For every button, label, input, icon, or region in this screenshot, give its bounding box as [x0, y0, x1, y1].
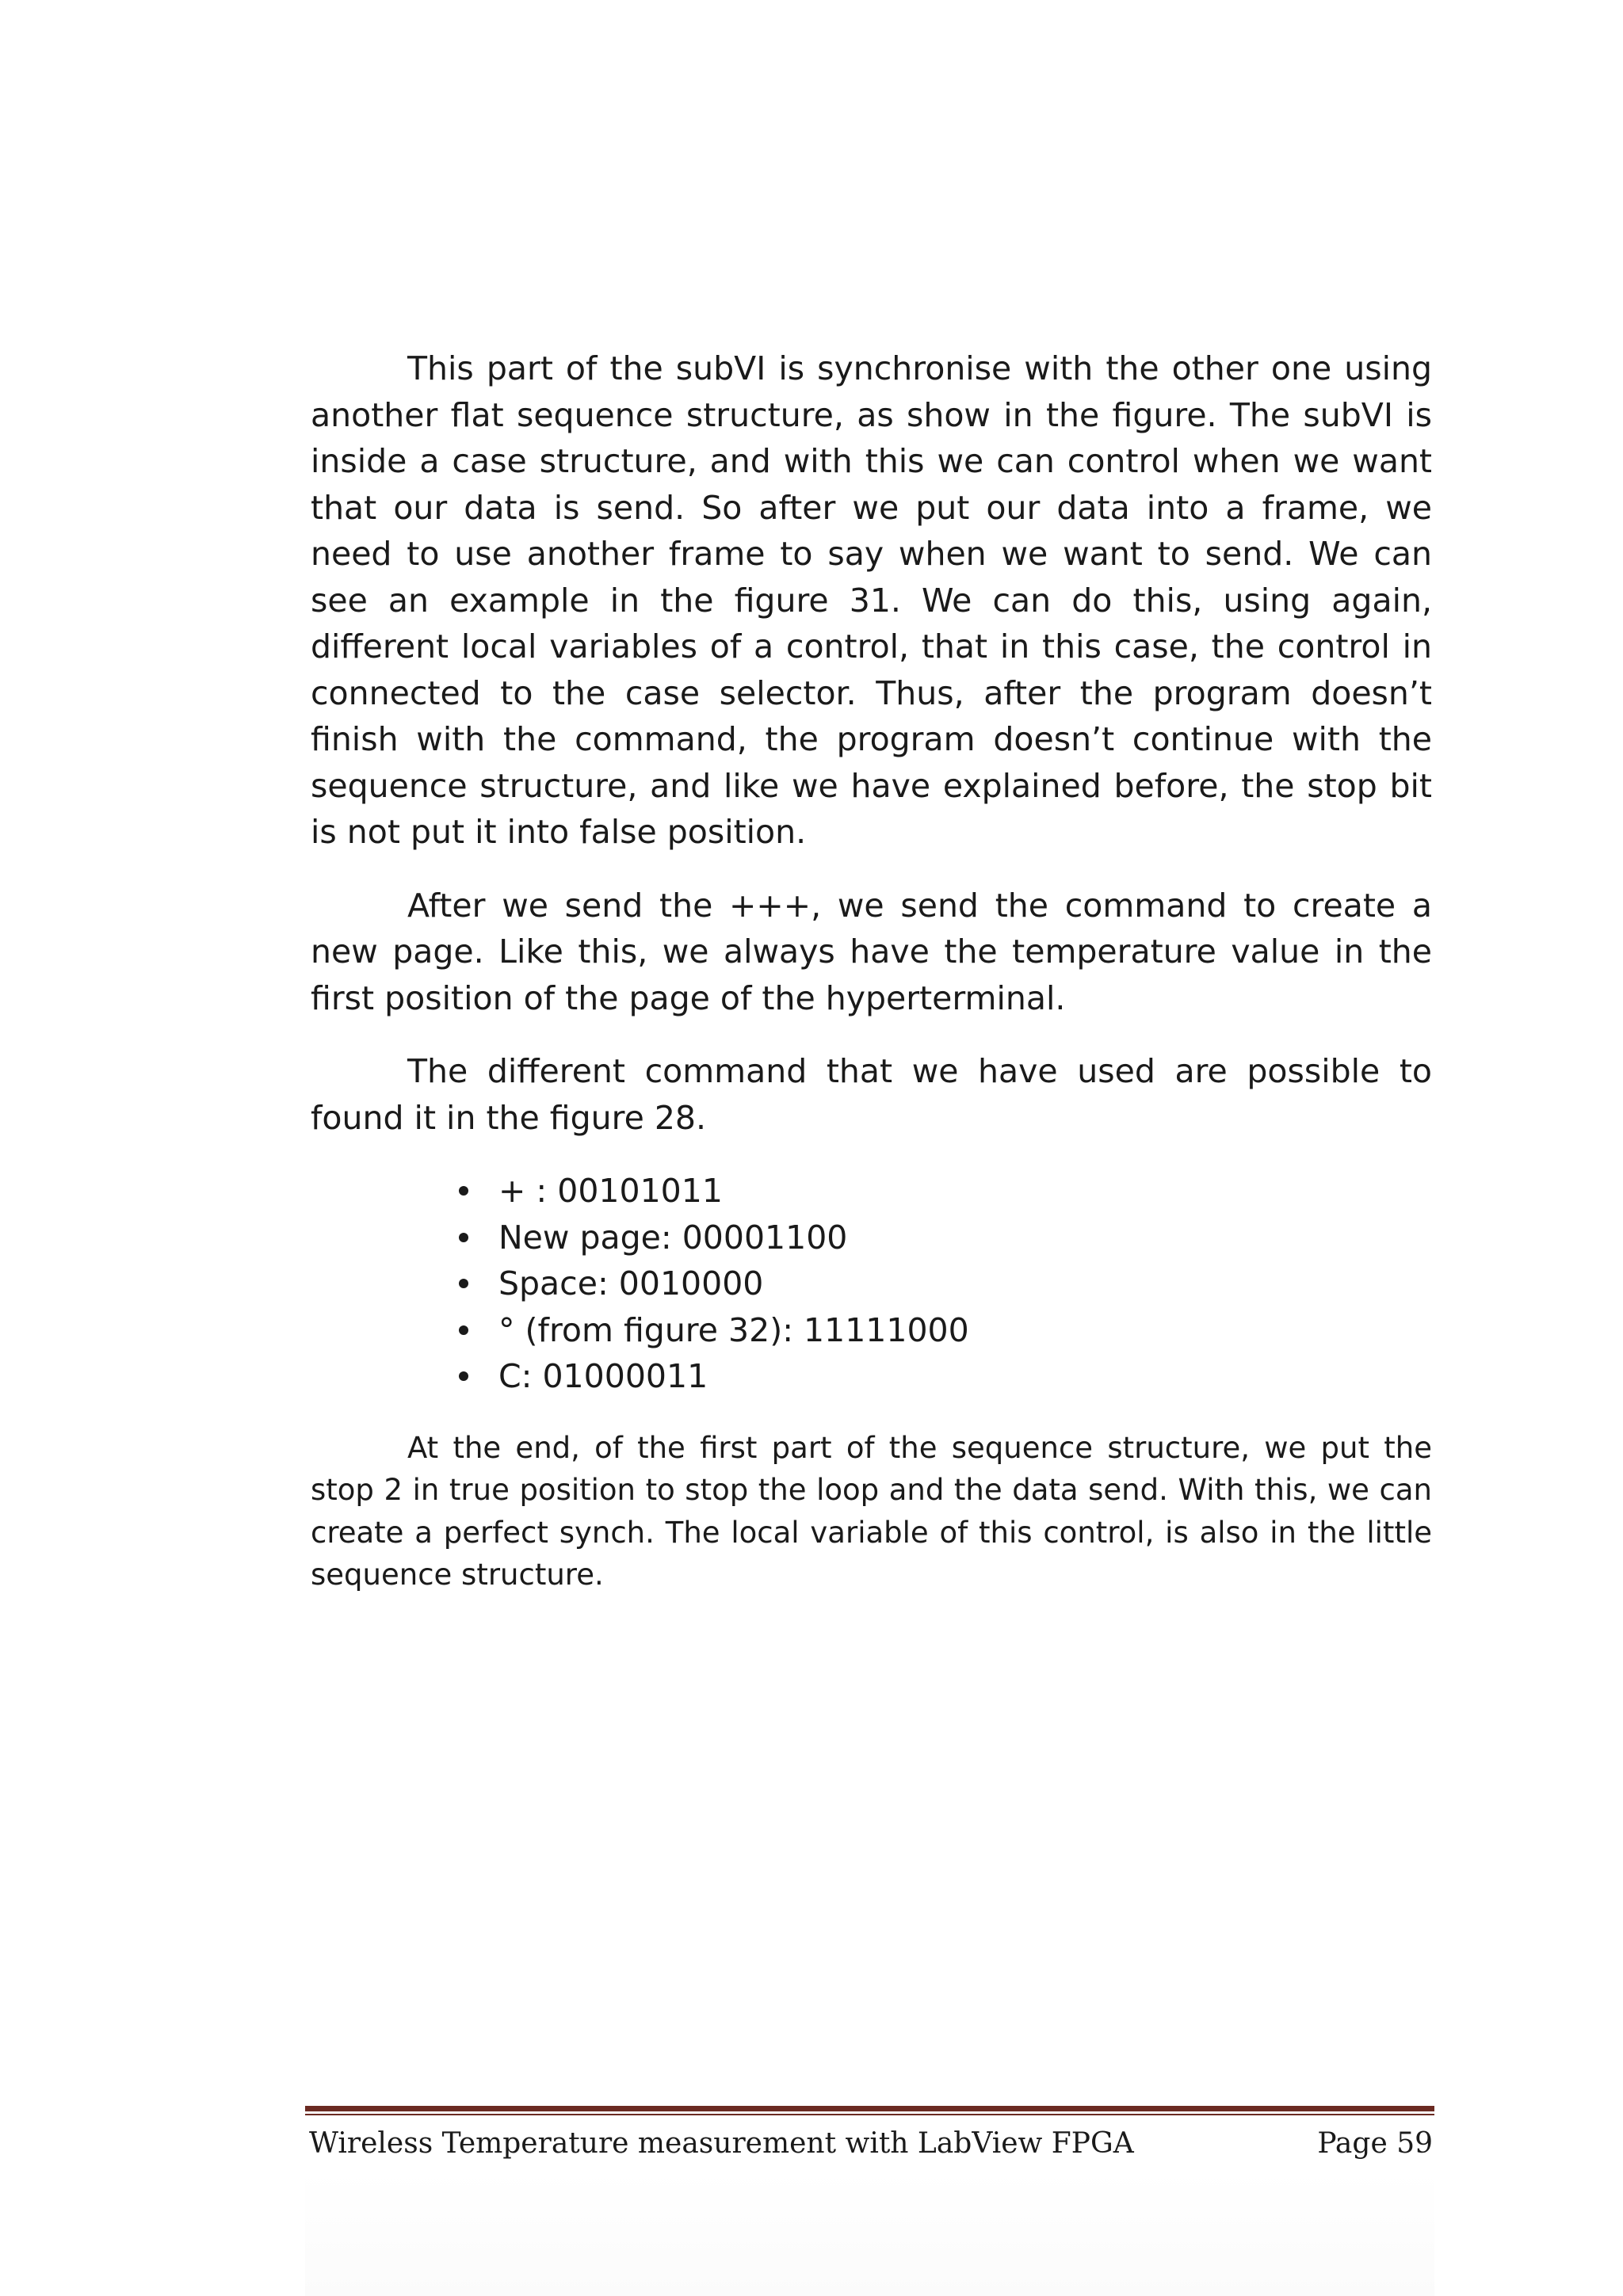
paragraph-closing: At the end, of the first part of the sequence structure, we put the stop 2 in true position to stop the loop and the data send. With this, we can create a perfect synch. The local variable of this control, is also in the little sequence structure. — [311, 1430, 1432, 1592]
list-item — [459, 1215, 1432, 1261]
bottom-margin-shade — [305, 2171, 1434, 2296]
bullet-icon — [459, 1279, 468, 1288]
command-c: C: 01000011 — [498, 1357, 708, 1395]
list-item — [459, 1307, 1432, 1354]
footer-title: Wireless Temperature measurement with LabView FPGA — [309, 2127, 1134, 2160]
footer-rule-thin — [305, 2114, 1434, 2115]
footer-rule — [305, 2106, 1434, 2115]
footer-rule-thick — [305, 2106, 1434, 2111]
command-space: Space: 0010000 — [498, 1264, 764, 1302]
bullet-icon — [459, 1233, 468, 1242]
command-degree: ° (from figure 32): 11111000 — [498, 1310, 969, 1349]
page-number: Page 59 — [1317, 2127, 1433, 2160]
list-item — [459, 1168, 1432, 1215]
paragraph-new-page: After we send the +++, we send the command to create a new page. Like this, we always have the temperature value in the first position of the page of the hyperterminal. — [311, 886, 1432, 1017]
page-footer — [309, 2127, 1433, 2160]
list-item — [459, 1353, 1432, 1400]
paragraph-synchronisation: This part of the subVI is synchronise with the other one using another flat sequence structure, as show in the figure. The subVI is inside a case structure, and with this we can control when we want that our data is send. So after we put our data into a frame, we need to use another frame to say when we want to send. We can see an example in the figure 31. We can do this, using again, different local variables of a control, that in this case, the control in connected to the case selector. Thus, after the program doesn’t finish with the command, the program doesn’t continue with the sequence structure, and like we have explained before, the stop bit is not put it into false position. — [311, 349, 1432, 851]
bullet-icon — [459, 1371, 468, 1381]
paragraph-commands-intro: The different command that we have used are possible to found it in the figure 28. — [311, 1052, 1432, 1137]
command-list — [311, 1168, 1432, 1400]
list-item — [459, 1261, 1432, 1307]
command-new-page: New page: 00001100 — [498, 1218, 848, 1257]
bullet-icon — [459, 1186, 468, 1196]
page-body — [311, 345, 1432, 1596]
bullet-icon — [459, 1325, 468, 1335]
command-plus: + : 00101011 — [498, 1172, 723, 1210]
